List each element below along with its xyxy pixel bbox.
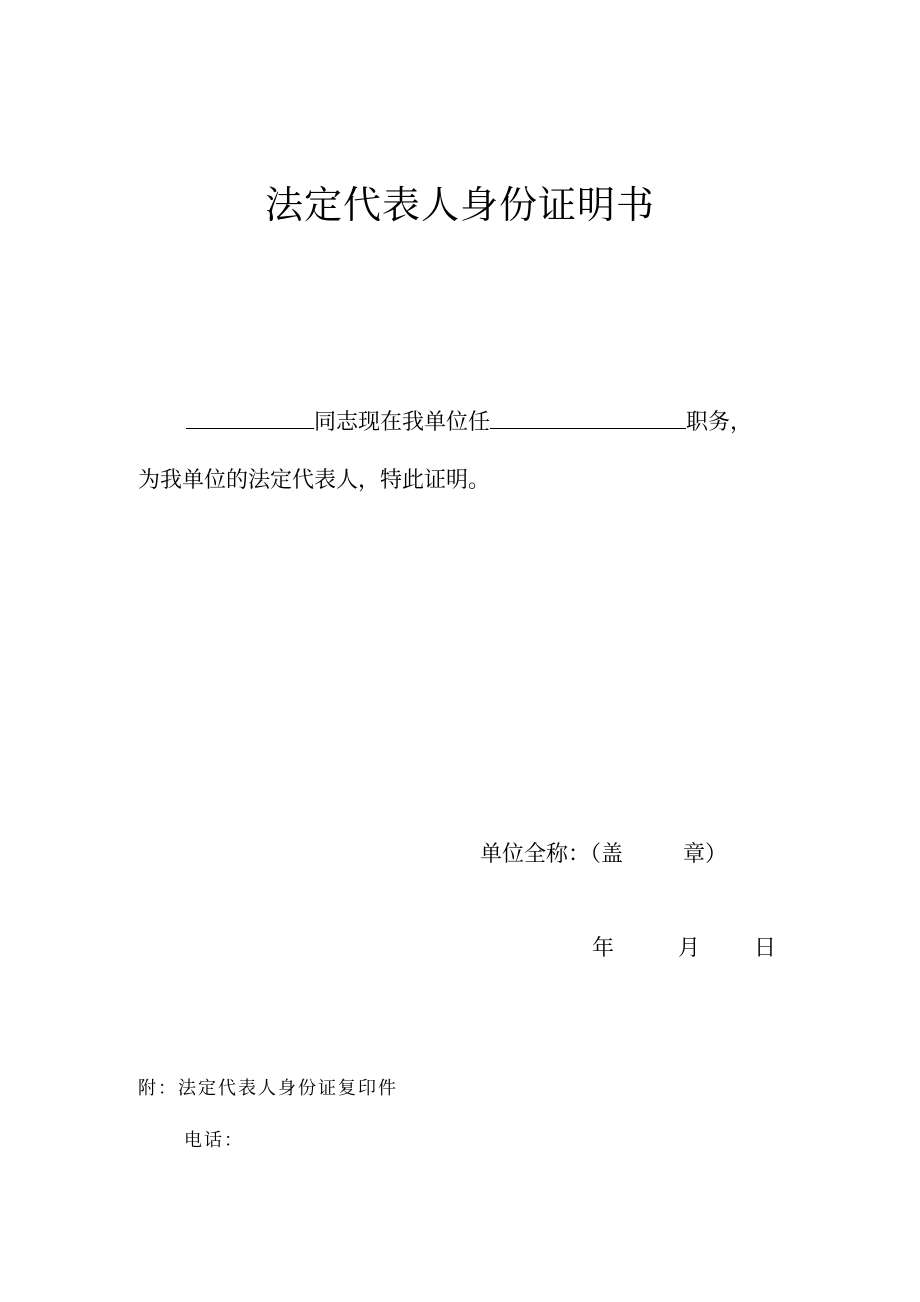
phone-label: 电话： bbox=[184, 1130, 244, 1151]
date-year: 年 bbox=[592, 936, 615, 961]
document-title: 法定代表人身份证明书 bbox=[264, 183, 655, 227]
seal-end: 章） bbox=[683, 842, 728, 867]
name-blank bbox=[186, 400, 314, 429]
certificate-line-2: 为我单位的法定代表人，特此证明。 bbox=[138, 468, 491, 493]
date-month: 月 bbox=[678, 936, 701, 961]
line1-end-text: 职务， bbox=[686, 410, 753, 435]
date-day: 日 bbox=[754, 936, 777, 961]
line1-middle-text: 同志现在我单位任 bbox=[314, 410, 491, 435]
attachment-note: 附：法定代表人身份证复印件 bbox=[138, 1078, 398, 1099]
unit-label: 单位全称：（盖 bbox=[480, 842, 624, 867]
certificate-line-1 bbox=[186, 400, 752, 440]
unit-seal-line bbox=[480, 838, 727, 872]
position-blank bbox=[490, 400, 686, 429]
